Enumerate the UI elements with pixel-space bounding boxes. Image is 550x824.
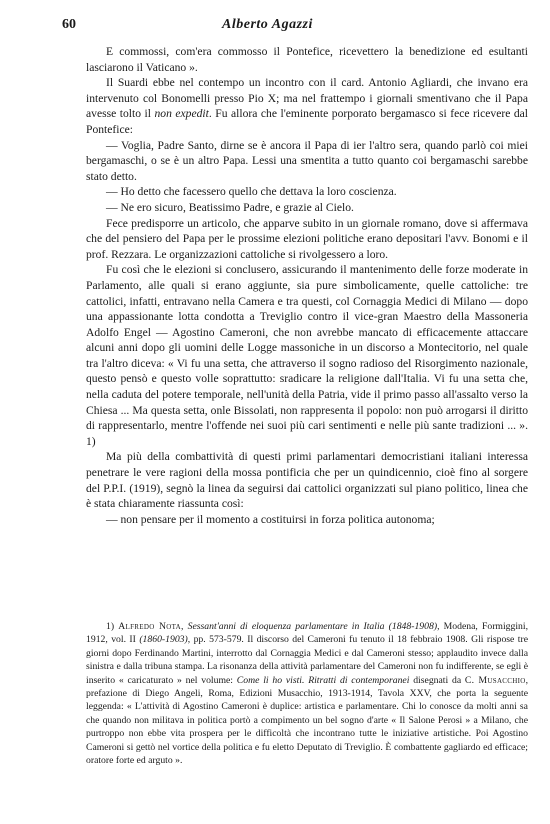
footnote-text-4: , prefazione di Diego Angeli, Roma, Edizioni Musacchio, 1913-1914, Tavola XXV, che porta la seguente leggenda: « L'attività di Agostino Cameroni è duplice: artistica e parlamentare. Chi lo conosce da molti anni sa che quando non militava in politica portò a compimento un bel sogno d'arte « Il Salone Perosi » a Milano, che purtroppo non ebbe vita prospera per le difficoltà che incontrano tutte le iniziative artistiche. Poi Agostino Cameroni si gettò nel vortice della politica e fu eletto Deputato di Treviglio. È combattente gagliardo ed efficace; oratore forte ed arguto ». bbox=[86, 674, 529, 767]
paragraph-5: Ma più della combattività di questi primi parlamentari democristiani italiani interessa penetrare le vere ragioni della mossa pontificia che per un quindicennio, cioè fino al sorgere del P.P.I. (1919), segnò la linea da seguirsi dai cattolici organizzati sul piano politico, linea che è stata chiaramente riassunta così: bbox=[86, 450, 528, 511]
paragraph-2-text-b: . Fu allora che l'eminente porporato bergamasco si fece ricevere dal Pontefice: bbox=[86, 107, 529, 136]
footnote-illustrator: C. Musacchio bbox=[464, 674, 526, 686]
paragraph-2 bbox=[86, 75, 528, 137]
paragraph-3: Fece predisporre un articolo, che apparve subito in un giornale romano, dove si affermava che del pensiero del Papa per le prossime elezioni politiche erano depositari l'avv. Bonomi e il prof. Rezzara. Le organizzazioni cattoliche si rivolgessero a loro. bbox=[86, 216, 528, 261]
footnote-marker: 1) bbox=[106, 621, 119, 632]
paragraph-4: Fu così che le elezioni si conclusero, assicurando il mantenimento delle forze moderate in Parlamento, alle quali si erano aggiunte, sia pure simbolicamente, quelle cattoliche: tre cattolici, infatti, entravano nella Camera e tra questi, col Cornaggia Medici di Milano — dopo una appassionante lotta condotta a Treviglio contro il vice-gran Maestro della Massoneria Adolfo Engel — Agostino Cameroni, che non avrebbe mancato di efficacemente attaccare alcuni anni dopo gli uomini delle Logge massoniche in un discorso a Montecitorio, nel quale tra l'altro diceva: « Vi fu una setta, che attraverso il sogno radioso del Risorgimento nazionale, questo pensò e questo volle soprattutto: sradicare la religione dall'Italia. Vi fu una setta che, nella caduta del potere temporale, nell'unità della Patria, vide il primo passo all'assalto verso la Chiesa ... Ma questa setta, onle Bissolati, non rappresenta il popolo: non può arrogarsi il diritto di rappresentarlo, mentre l'offende nei suoi più cari sentimenti e nelle più sante tradizioni ... ». 1) bbox=[86, 263, 528, 448]
dialogue-line-2: — Ho detto che facessero quello che dettava la loro coscienza. bbox=[106, 185, 397, 199]
paragraph-6: — non pensare per il momento a costituirsi in forza politica autonoma; bbox=[106, 512, 435, 526]
running-head bbox=[62, 17, 528, 39]
footnote-text-2: , pp. 573-579. Il discorso del Cameroni fu tenuto il 18 febbraio 1908. Gli rispose tre giorni dopo Ferdinando Martini, interrotto dal Cornaggia Medici e dal Cameroni stesso; applaudito invece dalla sinistra e dalla tribuna stampa. La risonanza della attività parlamentare del Cameroni non fu indifferente, se egli è inserito « caricaturato » nel volume: bbox=[86, 634, 528, 686]
footnote-separator: , bbox=[181, 621, 188, 632]
non-expedit-term: non expedit bbox=[154, 107, 209, 121]
paragraph-1: E commossi, com'era commosso il Pontefice, ricevettero la benedizione ed esultanti lasciarono il Vaticano ». bbox=[86, 45, 528, 74]
page-number: 60 bbox=[62, 17, 76, 32]
footnote-work-title: Sessant'anni di eloquenza parlamentare in Italia (1848-1908) bbox=[187, 621, 438, 632]
footnote-author: Alfredo Nota bbox=[118, 621, 182, 632]
body-text bbox=[86, 44, 528, 527]
footnote-block bbox=[86, 620, 528, 767]
footnote-text-1: , Modena, Formiggini, 1912, vol. II bbox=[86, 621, 528, 646]
footnote-volume-years: (1860-1903) bbox=[139, 634, 188, 646]
running-title: Alberto Agazzi bbox=[222, 17, 313, 32]
footnote-1 bbox=[86, 620, 528, 767]
dialogue-line-1: — Voglia, Padre Santo, dirne se è ancora il Papa di ier l'altro sera, quando parlò coi miei bergamaschi, o se è un altro Papa. Lessi una smentita a tutto quanto coi bergamaschi sarebbe stato detto. bbox=[86, 138, 528, 183]
paragraph-2-text-a: Il Suardi ebbe nel contempo un incontro con il card. Antonio Agliardi, che invano era intervenuto col Bonomelli presso Pio X; ma nel frattempo i giornali smentivano che il Papa avesse tolto il bbox=[86, 76, 528, 121]
footnote-text-3: disegnati da bbox=[409, 674, 465, 686]
footnote-ref-title: Come li ho visti. Ritratti di contemporanei bbox=[236, 674, 410, 686]
dialogue-line-3: — Ne ero sicuro, Beatissimo Padre, e grazie al Cielo. bbox=[106, 200, 354, 214]
